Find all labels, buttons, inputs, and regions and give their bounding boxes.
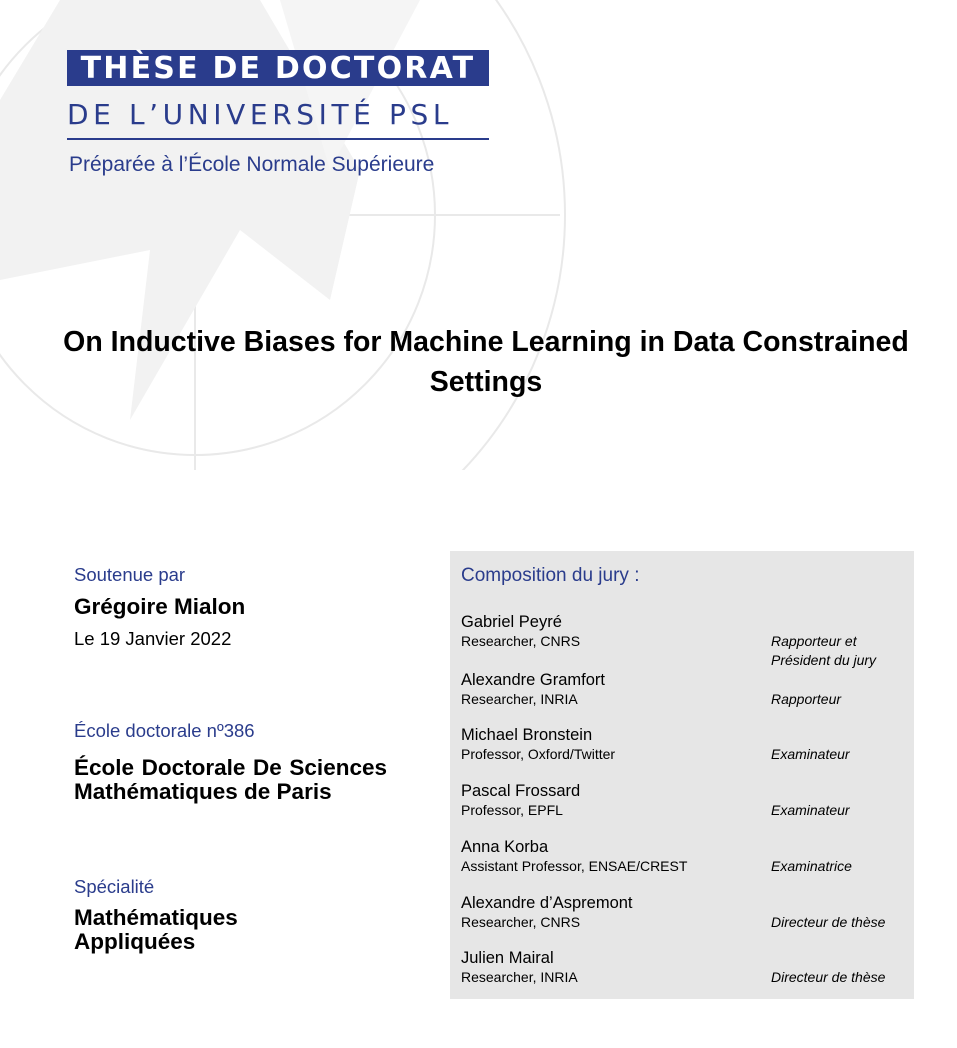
defense-date: Le 19 Janvier 2022	[74, 628, 232, 649]
member-role: Directeur de thèse	[771, 914, 886, 930]
member-name: Pascal Frossard	[461, 782, 581, 800]
member-role: Examinatrice	[771, 858, 852, 874]
author-name: Grégoire Mialon	[74, 594, 246, 619]
member-name: Gabriel Peyré	[461, 613, 562, 631]
jury-title: Composition du jury :	[461, 565, 640, 586]
member-affiliation: Assistant Professor, ENSAE/CREST	[461, 858, 688, 874]
member-role: Examinateur	[771, 746, 850, 762]
jury-member	[461, 948, 906, 986]
member-name: Julien Mairal	[461, 949, 554, 967]
jury-panel	[450, 551, 914, 999]
doctoral-school-name: École Doctorale De Sciences Mathématiques de Paris	[74, 755, 387, 804]
prepared-at: Préparée à l’École Normale Supérieure	[69, 153, 435, 176]
jury-member	[461, 670, 906, 708]
jury-member	[461, 612, 906, 668]
thesis-title: On Inductive Biases for Machine Learning in Data Constrained Settings	[63, 326, 909, 398]
thesis-banner: THÈSE DE DOCTORAT	[67, 50, 489, 86]
doctoral-school-label: École doctorale nº386	[74, 720, 255, 741]
jury-member	[461, 837, 906, 875]
member-role: Examinateur	[771, 802, 850, 818]
specialty-label: Spécialité	[74, 876, 155, 897]
member-role: Rapporteur et Président du jury	[771, 633, 877, 668]
jury-member	[461, 781, 906, 819]
member-affiliation: Professor, Oxford/Twitter	[461, 746, 616, 762]
header-divider	[67, 138, 489, 140]
member-name: Alexandre Gramfort	[461, 671, 605, 689]
member-name: Anna Korba	[461, 838, 549, 856]
member-affiliation: Researcher, INRIA	[461, 691, 578, 707]
member-role: Directeur de thèse	[771, 969, 886, 985]
member-affiliation: Researcher, CNRS	[461, 914, 581, 930]
member-affiliation: Professor, EPFL	[461, 802, 563, 818]
member-affiliation: Researcher, CNRS	[461, 633, 581, 649]
jury-member	[461, 893, 906, 931]
jury-member	[461, 725, 906, 763]
member-name: Michael Bronstein	[461, 726, 593, 744]
member-name: Alexandre d’Aspremont	[461, 894, 633, 912]
university-name: DE L’UNIVERSITÉ PSL	[67, 98, 454, 131]
member-role: Rapporteur	[771, 691, 842, 707]
member-affiliation: Researcher, INRIA	[461, 969, 578, 985]
specialty-name: Mathématiques Appliquées	[74, 905, 238, 954]
defense-label: Soutenue par	[74, 564, 186, 585]
